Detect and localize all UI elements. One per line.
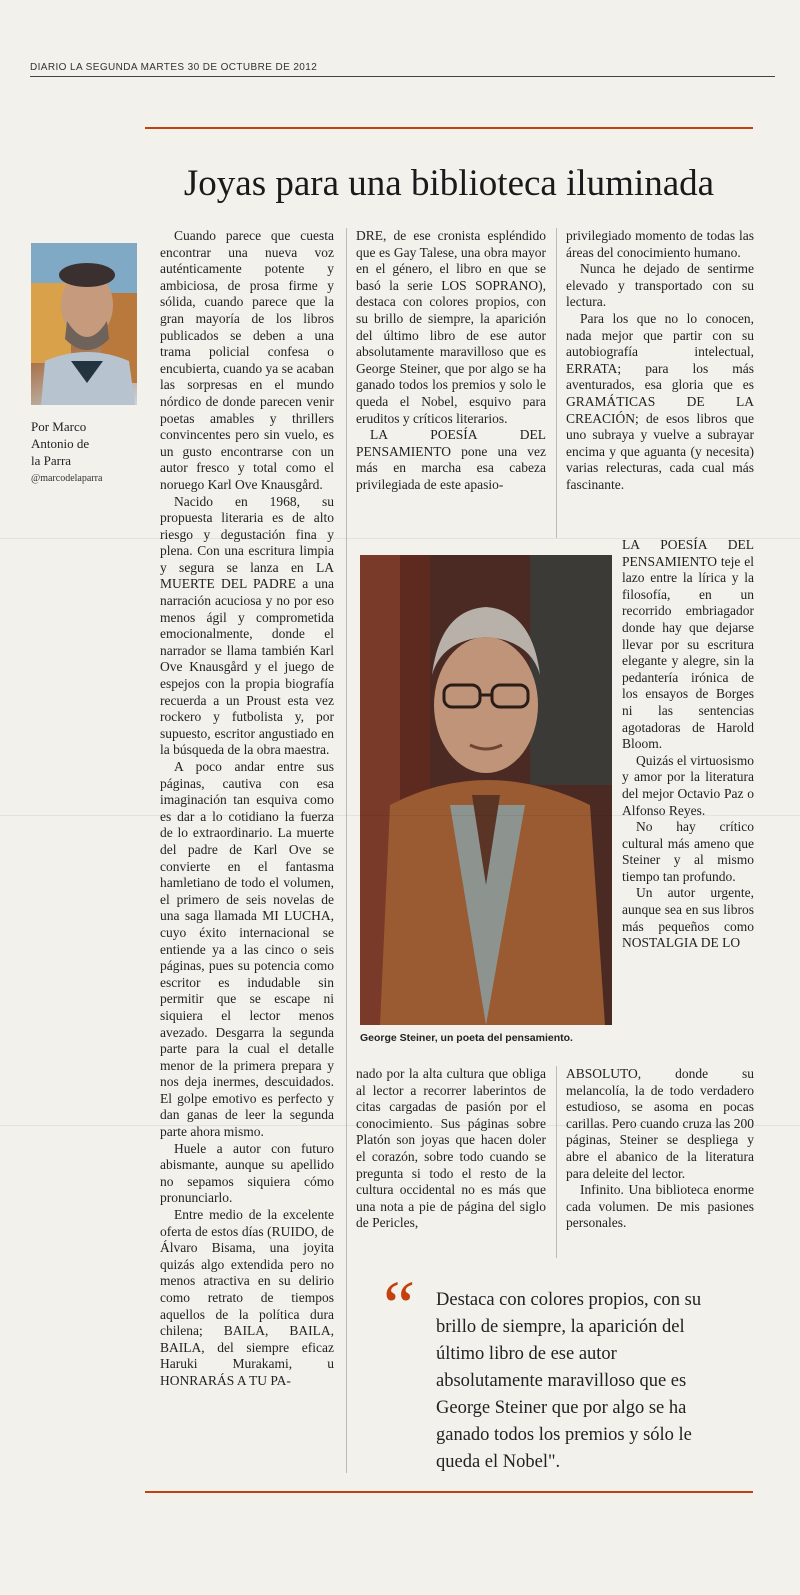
masthead-rule: [30, 76, 775, 77]
author-photo: [31, 243, 137, 405]
article-column-2-continued: [356, 1066, 546, 1232]
paragraph: Nunca he dejado de sentirme elevado y transportado con su lectura.: [566, 261, 754, 310]
paper-fold: [0, 815, 800, 816]
paragraph: Huele a autor con futuro abismante, aunque su apellido no sepamos siquiera cómo pronunciarlo.: [160, 1140, 334, 1206]
article-column-3: [566, 228, 754, 494]
column-divider: [346, 228, 347, 1473]
byline-line: Antonio de: [31, 436, 90, 451]
headline: Joyas para una biblioteca iluminada: [183, 163, 715, 204]
paragraph: Quizás el virtuosismo y amor por la literatura del mejor Octavio Paz o Alfonso Reyes.: [622, 752, 754, 818]
byline-line: Por Marco: [31, 419, 87, 434]
article-column-2: [356, 228, 546, 494]
paragraph: Un autor urgente, aunque sea en sus libros más pequeños como NOSTALGIA DE LO: [622, 885, 754, 951]
quote-mark-icon: “: [376, 1266, 417, 1346]
byline-line: la Parra: [31, 453, 72, 468]
photo-caption: George Steiner, un poeta del pensamiento.: [360, 1032, 573, 1044]
paragraph: privilegiado momento de todas las áreas del conocimiento humano.: [566, 228, 754, 260]
twitter-handle: @marcodelaparra: [31, 473, 103, 484]
paragraph: DRE, de ese cronista espléndido que es Gay Talese, una obra mayor en el género, el libro en que se basó la serie LOS SOPRANO), destaca con colores propios, con su brillo de siempre, la aparición del último libro de ese autor absolutamente maravilloso que es George Steiner, que por algo se ha ganado todos los premios y solo le queda el Nobel, esquivo para eruditos y críticos literarios.: [356, 228, 546, 426]
paragraph: Infinito. Una biblioteca enorme cada volumen. De mis pasiones personales.: [566, 1182, 754, 1231]
bottom-accent-rule: [145, 1491, 753, 1493]
article-column-4: [622, 537, 754, 952]
pull-quote-line: Destaca con colores propios, con su: [436, 1290, 702, 1310]
paragraph: Nacido en 1968, su propuesta literaria es de alto riesgo y degustación fina y plena. Con una escritura limpia y segura se lanza en LA MUERTE DEL PADRE a una narración acuciosa y no por eso menos ágil y comprometida emocionalmente, donde el narrador se llama también Karl Ove Knausgård y el juego de espejos con la propia biografía recuerda a un Proust esta vez rockero y futbolista y, por supuesto, escritor angustiado en la búsqueda de la obra maestra.: [160, 493, 334, 758]
paragraph: Cuando parece que cuesta encontrar una nueva voz auténticamente potente y ambiciosa, de prosa firme y sólida, cuando parece que la gran mayoría de los libros publicados se deben a una trama policial confesa o encubierta, cuando ya se acaban las sorpresas en el mundo nórdico de donde parecen venir poetas amables y thrillers convincentes pero sin vuelo, es un gusto encontrarse con un autor fresco y total como el noruego Karl Ove Knausgård.: [160, 228, 334, 492]
paper-fold: [0, 538, 800, 539]
paragraph: No hay crítico cultural más ameno que Steiner y al mismo tiempo tan profundo.: [622, 819, 754, 884]
article-column-3-continued: [566, 1066, 754, 1232]
article-column-1: [160, 228, 334, 1390]
column-divider: [556, 1066, 557, 1258]
paragraph: A poco andar entre sus páginas, cautiva con esa imaginación tan esquiva como es dar a lo cotidiano la fuerza de lo extraordinario. La muerte del padre de Karl Ove se convierte en el fantasma hamletiano de todo el volumen, el primero de seis novelas de una saga llamada MI LUCHA, cuyo éxito internacional se entiende ya a las cinco o seis páginas, pues su potencia como escritor es indudable sin permitir que se escape ni siquiera el lector menos avezado. Desgarra la segunda parte para la cual el detalle menor de la primera prepara y nos deja inermes, descuidados. El golpe emotivo es perfecto y dan ganas de leer la segunda parte ahora mismo.: [160, 759, 334, 1140]
pull-quote-line: queda el Nobel".: [436, 1452, 561, 1472]
top-accent-rule: [145, 127, 753, 129]
paragraph: ABSOLUTO, donde su melancolía, la de todo verdadero estudioso, se asoma en pocas carillas. Pero cuando cruza las 200 páginas, Steiner se despliega y abre el abanico de la literatura para deleite del lector.: [566, 1066, 754, 1181]
pull-quote-line: ganado todos los premios y sólo le: [436, 1425, 692, 1445]
paper-fold: [0, 1125, 800, 1126]
george-steiner-photo: [360, 555, 612, 1025]
column-divider: [556, 228, 557, 538]
pull-quote-line: brillo de siempre, la aparición del: [436, 1317, 685, 1337]
pull-quote-line: absolutamente maravilloso que es: [436, 1371, 687, 1391]
paragraph: LA POESÍA DEL PENSAMIENTO pone una vez más en marcha esa cabeza privilegiada de este apasio-: [356, 427, 546, 492]
pull-quote-line: último libro de ese autor: [436, 1344, 617, 1364]
masthead: DIARIO LA SEGUNDA MARTES 30 DE OCTUBRE DE 2012: [30, 62, 318, 73]
paragraph: Entre medio de la excelente oferta de estos días (RUIDO, de Álvaro Bisama, una joyita quizás algo extendida pero no menos atractiva en su delirio como retrato de tiempos aquellos de la política dura chilena; BAILA, BAILA, BAILA, del siempre eficaz Haruki Murakami, u HONRARÁS A TU PA-: [160, 1207, 334, 1388]
byline: [31, 418, 141, 487]
paragraph: LA POESÍA DEL PENSAMIENTO teje el lazo entre la lírica y la filosofía, en un recorrido embriagador donde hay que dejarse llevar por su escritura elegante y alegre, sin la pedantería irónica de los ensayos de Borges ni las sentencias agotadoras de Harold Bloom.: [622, 537, 754, 752]
paragraph: nado por la alta cultura que obliga al lector a recorrer laberintos de citas cargadas de pasión por el conocimiento. Sus páginas sobre Platón son joyas que hacen doler el corazón, sobre todo cuando se pregunta si todo el resto de la cultura occidental no es más que una nota a pie de página del siglo de Pericles,: [356, 1066, 546, 1231]
paragraph: Para los que no lo conocen, nada mejor que partir con su autobiografía intelectual, ERRATA; para los más aventurados, esa gloria que es GRAMÁTICAS DE LA CREACIÓN; de esos libros que uno subraya y vuelve a subrayar encima y que aguanta (y necesita) varias relecturas, cada cual más fascinante.: [566, 310, 754, 492]
pull-quote-line: George Steiner que por algo se ha: [436, 1398, 687, 1418]
pull-quote: [436, 1287, 754, 1476]
